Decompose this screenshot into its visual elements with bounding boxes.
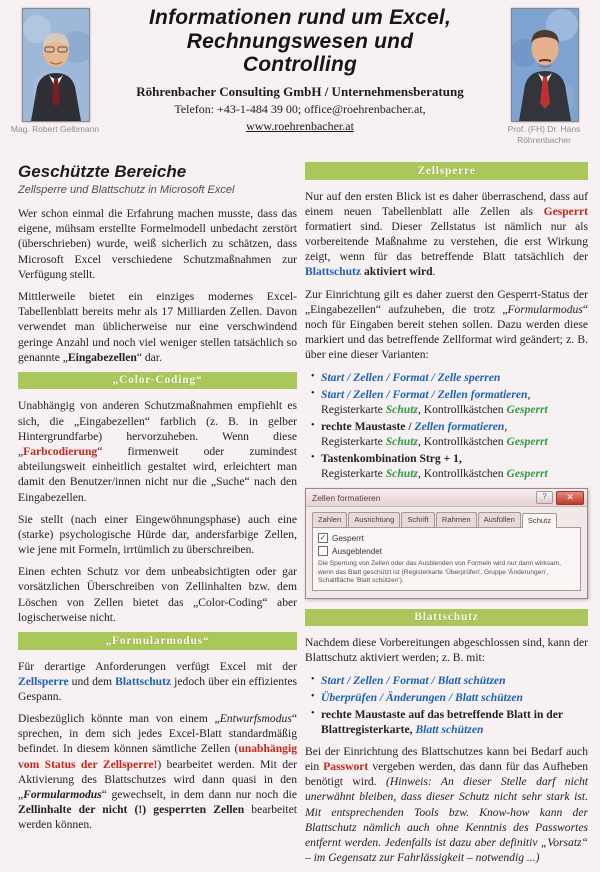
list-item: • Start / Zellen / Format / Blatt schützen [321, 673, 588, 688]
paragraph: Mittlerweile bietet ein einziges modernes Excel-Tabellenblatt bereits mehr als 17 Milliarden Zellen. Davon verwendet man üblicherweise nur eine verschwindend geringe Anzahl und noch viel weniger stellen tatsächlich so genannte „Eingabezellen“ dar. [18, 289, 297, 364]
tab-ausfuellen[interactable]: Ausfüllen [478, 512, 521, 527]
portrait-right-graphic [512, 9, 578, 121]
dialog-titlebar [306, 489, 587, 507]
header-block [100, 6, 500, 135]
excel-format-cells-dialog [305, 488, 588, 599]
paragraph: Nachdem diese Vorbereitungen abgeschlossen sind, kann der Blattschutz aktiviert werden; z. B. mit: [305, 636, 588, 665]
list-item: • Tastenkombination Strg + 1, Registerkarte Schutz, Kontrollkästchen Gesperrt [321, 451, 588, 481]
company-name: Röhrenbacher Consulting GmbH / Unternehmensberatung [136, 83, 464, 99]
checkbox-label: Ausgeblendet [332, 546, 383, 556]
section-banner-color-coding: „Color-Coding“ [18, 372, 297, 390]
section-banner-blattschutz: Blattschutz [305, 609, 588, 627]
dialog-note-text: Die Sperrung von Zellen oder das Ausblenden von Formeln wird nur dann wirksam, wenn das Blatt geschützt ist (Registerkarte 'Überprüfen', Gruppe 'Änderungen', Schaltfläche 'Blatt schützen'). [318, 560, 561, 585]
variant-list [305, 370, 588, 481]
paragraph: Diesbezüglich könnte man von einem „Entwurfsmodus“ sprechen, in dem sich jedes Excel-Blatt standardmäßig befindet. In diesem können sämtliche Zellen (unabhängig vom Status der Zellsperre!) bearbeitet werden. Mit der Aktivierung des Blattschutzes wird dann quasi in den „Formularmodus“ gewechselt, in dem dann nur noch die Zellinhalte der nicht (!) gesperrten Zellen bearbeitet werden können. [18, 712, 297, 832]
paragraph: Nur auf den ersten Blick ist es daher überraschend, dass auf einem neuen Tabellenblatt alle Zellen als Gesperrt formatiert sind. Dieser Zellstatus ist nämlich nur als vorbereitende Maßnahme zu verstehen, die erst Wirkung zeigt, wenn für das betreffende Blatt tatsächlich der Blattschutz aktiviert wird. [305, 189, 588, 279]
close-icon[interactable]: ✕ [556, 491, 584, 505]
checkbox-gesperrt[interactable] [318, 533, 575, 543]
left-column [18, 162, 297, 840]
article-heading: Geschützte Bereiche [18, 162, 187, 181]
right-column [305, 162, 588, 872]
tab-schutz[interactable]: Schutz [522, 513, 557, 528]
checkbox-unchecked-icon[interactable] [318, 546, 328, 556]
title-line-1: Informationen rund um Excel, [149, 6, 451, 29]
title-line-3: Controlling [242, 53, 358, 77]
list-item: • Start / Zellen / Format / Zellen formatieren, Registerkarte Schutz, Kontrollkästchen Gesperrt [321, 387, 588, 417]
contact-line: Telefon: +43-1-484 39 00; office@roehrenbacher.at, [174, 101, 426, 116]
section-banner-formularmodus: „Formularmodus“ [18, 632, 297, 650]
portrait-photo-left [22, 8, 90, 122]
list-item: • Überprüfen / Änderungen / Blatt schützen [321, 690, 588, 705]
title-line-2: Rechnungswesen und [186, 29, 414, 53]
caption-left: Mag. Robert Gelbmann [10, 124, 100, 134]
tab-zahlen[interactable]: Zahlen [312, 512, 347, 527]
portrait-left-graphic [23, 9, 89, 121]
caption-right: Prof. (FH) Dr. Hans Röhrenbacher [507, 124, 581, 145]
tab-schrift[interactable]: Schrift [401, 512, 435, 527]
checkbox-checked-icon[interactable] [318, 533, 328, 543]
list-item: • rechte Maustaste / Zellen formatieren, Registerkarte Schutz, Kontrollkästchen Gesperrt [321, 419, 588, 449]
tab-rahmen[interactable]: Rahmen [436, 512, 477, 527]
portrait-photo-right [511, 8, 579, 122]
checkbox-ausgeblendet[interactable] [318, 546, 575, 556]
list-item: • Start / Zellen / Format / Zelle sperren [321, 370, 588, 385]
dialog-title: Zellen formatieren [312, 492, 381, 503]
help-icon[interactable]: ? [536, 491, 553, 504]
tab-ausrichtung[interactable]: Ausrichtung [348, 512, 400, 527]
list-item: • rechte Maustaste auf das betreffende Blatt in der Blattregisterkarte, Blatt schützen [321, 707, 588, 737]
paragraph: Unabhängig von anderen Schutzmaßnahmen empfiehlt es sich, die „Eingabezellen“ farblich (z. B. in gelber Hintergrundfarbe) hervorzuheben. Wenn diese „Farbcodierung“ firmenweit oder zumindest abteilungsweit einheitlich gestaltet wird, erleichtert man damit den Benutzer/innen nicht nur die „Suche“ nach den Eingabezellen. [18, 399, 297, 504]
checkbox-label: Gesperrt [332, 533, 364, 543]
paragraph: Zur Einrichtung gilt es daher zuerst den Gesperrt-Status der „Eingabezellen“ aufzuheben, die trotz „Formularmodus“ noch für Eingaben bereit stehen sollen. Dazu werden diese markiert und das betreffende Zellformat wird geändert; z. B. über eine dieser Varianten: [305, 287, 588, 362]
paragraph: Einen echten Schutz vor dem unbeabsichtigten oder gar vorsätzlichen Überschreiben von Zellinhalten bzw. dem Löschen von Zellen bietet das „Color-Coding“ aber logischerweise nicht. [18, 565, 297, 624]
section-banner-zellsperre: Zellsperre [305, 162, 588, 180]
paragraph: Sie stellt (nach einer Eingewöhnungsphase) auch eine (starke) psychologische Hürde dar, andersfarbige Zellen, wie jene mit Formeln, irrtümlich zu überschreiben. [18, 512, 297, 557]
article-subheading: Zellsperre und Blattschutz in Microsoft Excel [18, 184, 235, 196]
paragraph: Wer schon einmal die Erfahrung machen musste, dass das eigene, mühsam erstellte Formelmodell unbedacht zerstört (überschrieben) wurde, weiß sicherlich zu schätzen, dass Microsoft Excel verschiedene Schutzmaßnahmen zur Verfügung stellt. [18, 207, 297, 281]
dialog-body [312, 527, 581, 591]
activation-list [305, 673, 588, 737]
page-title [100, 6, 500, 77]
paragraph: Bei der Einrichtung des Blattschutzes kann bei Bedarf auch ein Passwort vergeben werden, das dann für das Aufheben benötigt wird. (Hinweis: An dieser Stelle darf nicht unerwähnt bleiben, dass dieser Schutz nicht sehr stark ist. Mit entsprechenden Tools bzw. Know-how kann der Blattschutz nämlich auch ohne Kenntnis des Passwortes entfernt werden. Jedenfalls ist dazu aber definitiv „Vorsatz“ – im Gegensatz zur Fahrlässigkeit – notwendig ...) [305, 744, 588, 865]
website-link[interactable]: www.roehrenbacher.at [246, 118, 354, 133]
dialog-tab-strip [306, 507, 587, 527]
paragraph: Für derartige Anforderungen verfügt Excel mit der Zellsperre und dem Blattschutz jedoch über ein effizientes Gespann. [18, 659, 297, 703]
